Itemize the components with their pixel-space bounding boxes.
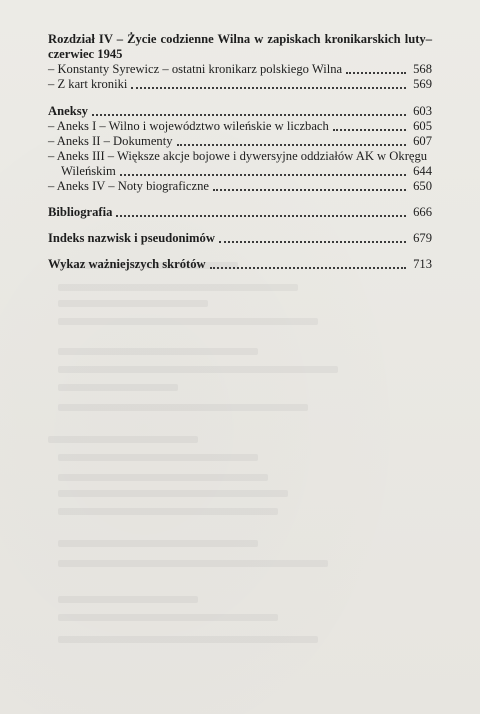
toc-entry-label-line1: – Aneks III – Większe akcje bojowe i dywersyjne oddziałów AK w Okręgu xyxy=(48,149,428,163)
bleed-through-mark xyxy=(58,384,178,391)
bleed-through-mark xyxy=(58,454,258,461)
toc-annexes xyxy=(48,104,432,194)
toc-chapter-iv xyxy=(48,32,432,92)
toc-entry[interactable] xyxy=(48,77,432,92)
toc-page-number: 603 xyxy=(413,104,432,118)
bleed-through-mark xyxy=(58,300,208,307)
toc-entry-label: – Aneks II – Dokumenty xyxy=(48,134,173,148)
toc-entry[interactable] xyxy=(48,62,432,77)
toc-heading-bibliography[interactable] xyxy=(48,205,432,220)
toc-page-number: 569 xyxy=(413,77,432,91)
toc-heading-label: Wykaz ważniejszych skrótów xyxy=(48,257,206,271)
toc-entry[interactable] xyxy=(48,179,432,194)
toc-page-number: 666 xyxy=(413,205,432,219)
bleed-through-mark xyxy=(58,596,198,603)
chapter-title: Rozdział IV – Życie codzienne Wilna w zapiskach kronikarskich luty–czerwiec 1945 xyxy=(48,32,432,61)
toc-page-number: 605 xyxy=(413,119,432,133)
dot-leader xyxy=(213,188,406,191)
toc-page-number: 644 xyxy=(413,164,432,178)
bleed-through-mark xyxy=(58,366,338,373)
dot-leader xyxy=(92,113,406,116)
dot-leader xyxy=(177,143,406,146)
bleed-through-mark xyxy=(58,348,258,355)
toc-heading-index[interactable] xyxy=(48,231,432,246)
bleed-through-mark xyxy=(58,404,308,411)
bleed-through-mark xyxy=(58,540,258,547)
toc-heading-abbreviations[interactable] xyxy=(48,257,432,272)
bleed-through-mark xyxy=(58,560,328,567)
dot-leader xyxy=(131,86,406,89)
toc-page-number: 713 xyxy=(413,257,432,271)
toc-entry[interactable] xyxy=(48,119,432,134)
toc-entry xyxy=(48,164,432,179)
toc-heading-label: Aneksy xyxy=(48,104,88,118)
bleed-through-mark xyxy=(48,436,198,443)
toc-entry-label-line2: Wileńskim xyxy=(61,164,116,178)
toc-entry[interactable] xyxy=(48,134,432,149)
dot-leader xyxy=(333,128,406,131)
bleed-through-mark xyxy=(58,636,318,643)
bleed-through-mark xyxy=(58,284,298,291)
toc-heading-label: Bibliografia xyxy=(48,205,113,219)
toc-entry-label: – Z kart kroniki xyxy=(48,77,128,91)
toc-heading-annexes[interactable] xyxy=(48,104,432,119)
bleed-through-mark xyxy=(58,614,278,621)
toc-entry-label: – Aneks IV – Noty biograficzne xyxy=(48,179,210,193)
table-of-contents xyxy=(48,32,432,272)
toc-entry-label: – Aneks I – Wilno i województwo wileńskie w liczbach xyxy=(48,119,329,133)
toc-heading-label: Indeks nazwisk i pseudonimów xyxy=(48,231,215,245)
dot-leader xyxy=(120,173,406,176)
bleed-through-mark xyxy=(58,508,278,515)
toc-page-number: 650 xyxy=(413,179,432,193)
toc-entry-multiline[interactable] xyxy=(48,149,432,179)
toc-page-number: 568 xyxy=(413,62,432,76)
dot-leader xyxy=(116,214,406,217)
bleed-through-mark xyxy=(58,490,288,497)
toc-page-number: 607 xyxy=(413,134,432,148)
dot-leader xyxy=(346,71,406,74)
bleed-through-mark xyxy=(58,318,318,325)
dot-leader xyxy=(210,266,406,269)
toc-entry-label: – Konstanty Syrewicz – ostatni kronikarz polskiego Wilna xyxy=(48,62,343,76)
toc-page-number: 679 xyxy=(413,231,432,245)
dot-leader xyxy=(219,240,406,243)
bleed-through-mark xyxy=(58,474,268,481)
